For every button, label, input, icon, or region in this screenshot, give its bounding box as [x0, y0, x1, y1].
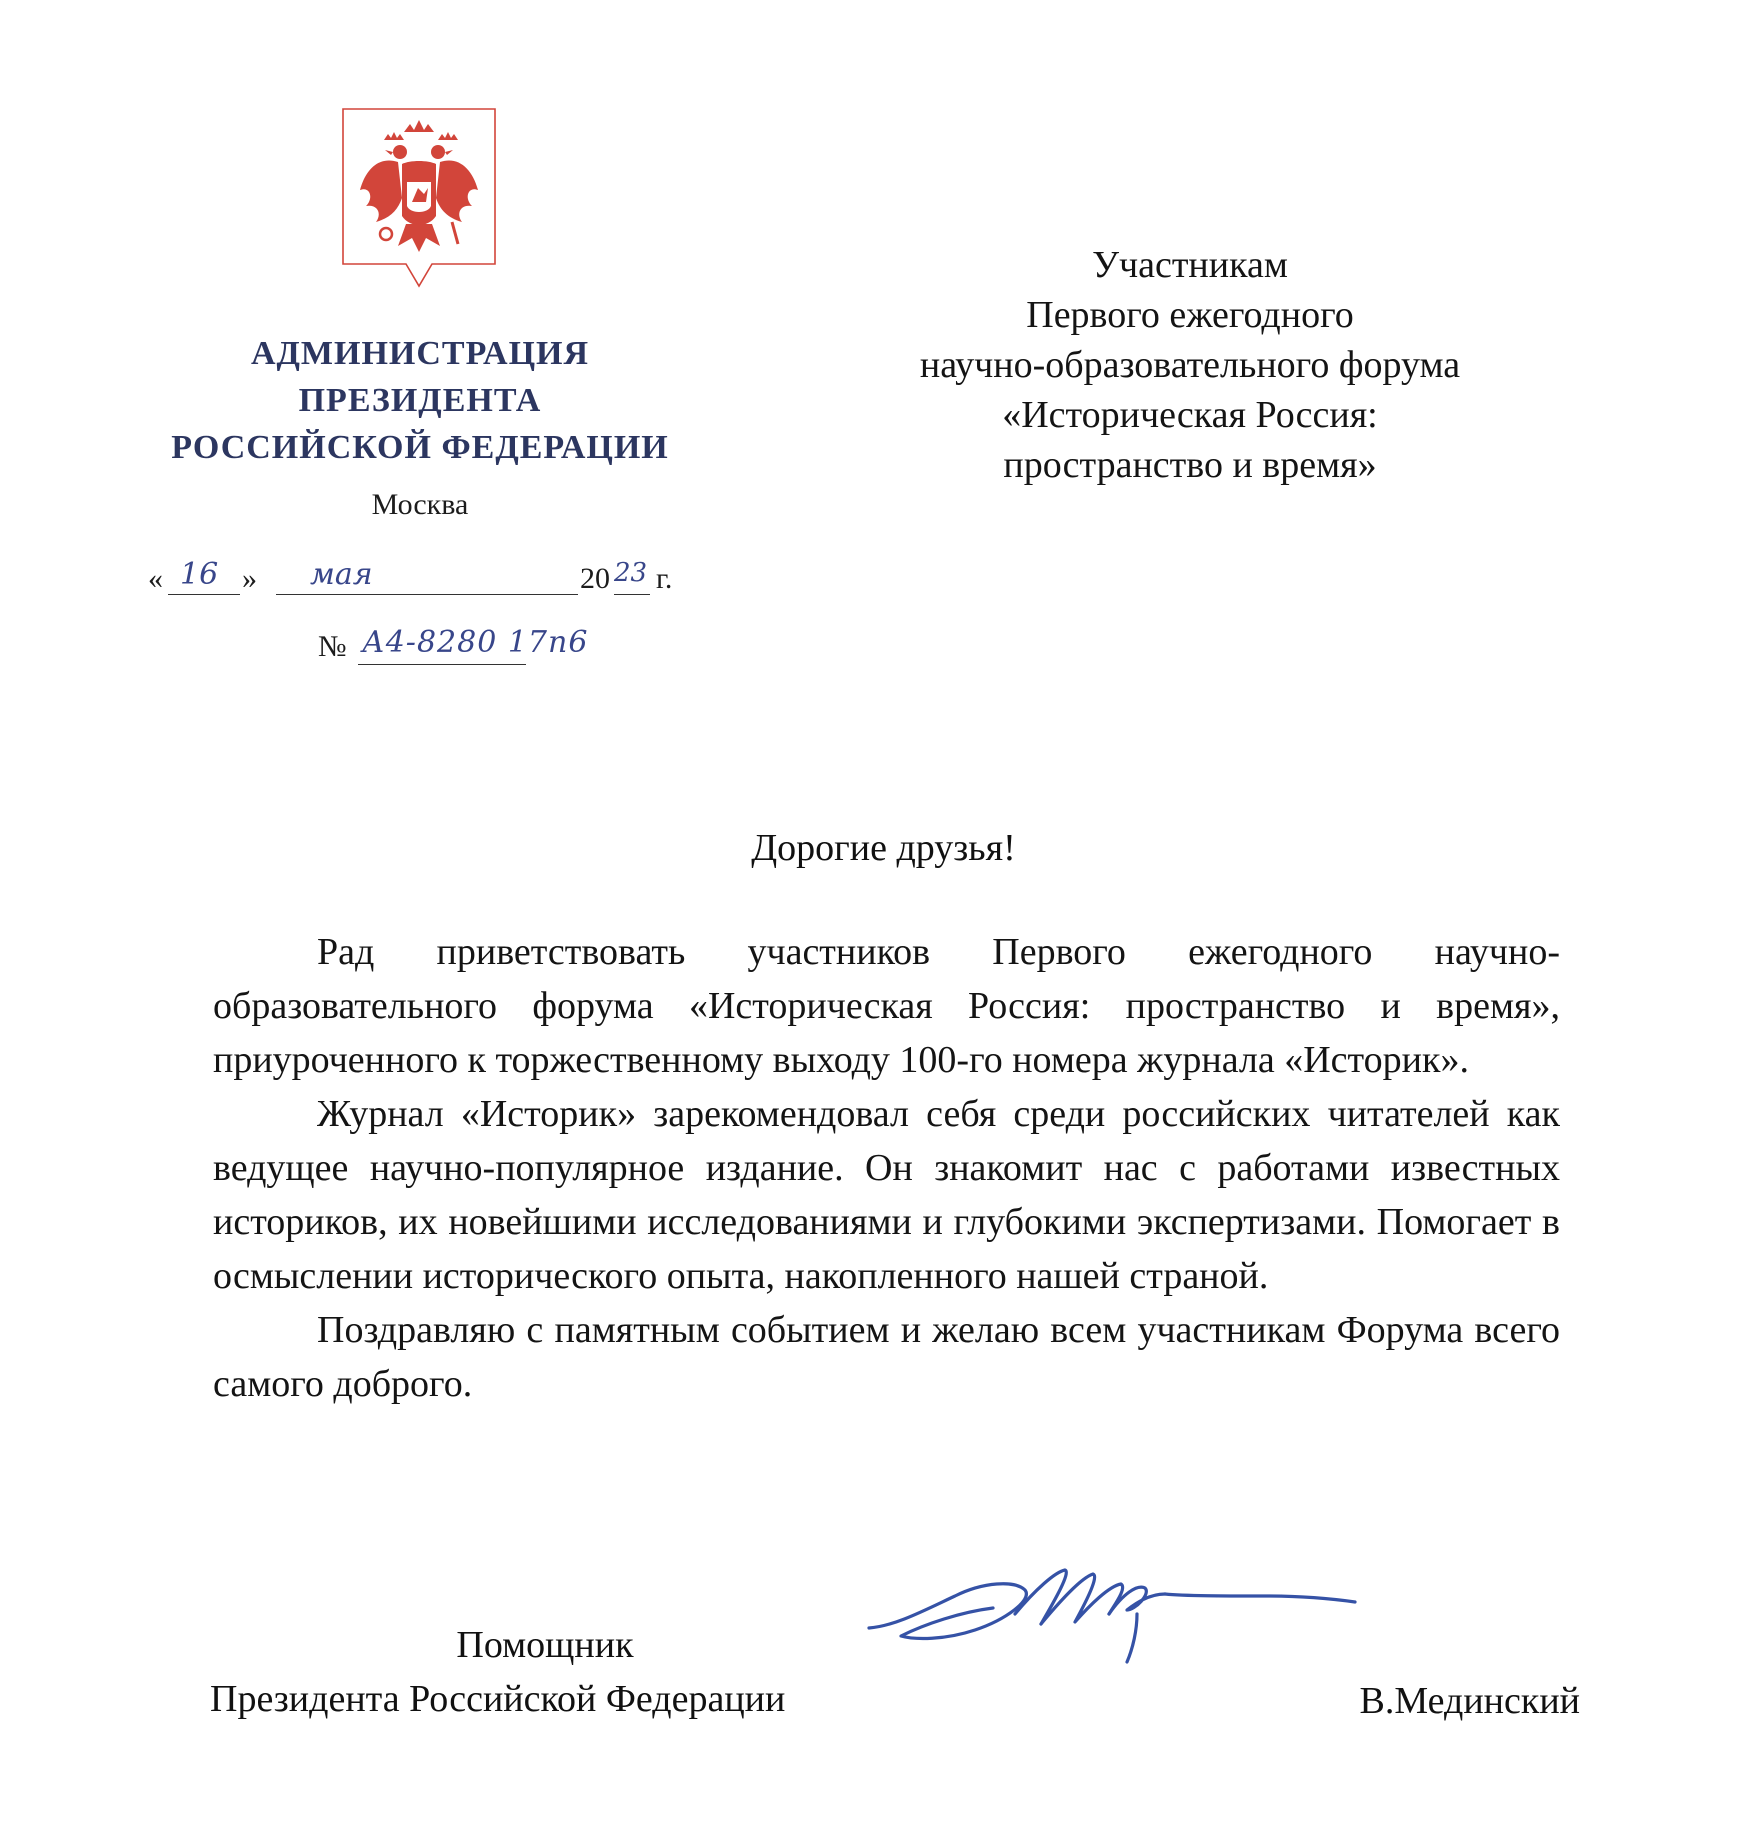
addressee-line2: Первого ежегодного: [1026, 294, 1354, 336]
city: Москва: [371, 488, 469, 521]
addressee-line1: Участникам: [1092, 244, 1288, 286]
letter-body: [213, 925, 1560, 1411]
letterhead: [150, 330, 690, 525]
day-underline: [168, 594, 240, 595]
month-underline: [276, 594, 578, 595]
document-number: [318, 620, 648, 670]
date-day: 16: [180, 557, 219, 592]
body-paragraph: Поздравляю с памятным событием и желаю всем участникам Форума всего самого доброго.: [213, 1309, 1560, 1405]
org-name-line2: ПРЕЗИДЕНТА: [298, 382, 542, 419]
addressee-line3: научно-образовательного форума: [919, 344, 1461, 386]
body-paragraph: Журнал «Историк» зарекомендовал себя среди российских читателей как ведущее научно-популярное издание. Он знакомит нас с работами известных историков, их новейшими исследованиями и глубокими экспертизами. Помогает в осмыслении исторического опыта, накопленного нашей страной.: [213, 1093, 1560, 1297]
document-date: [148, 552, 700, 602]
date-close-quote: »: [242, 562, 257, 595]
date-month: мая: [310, 557, 373, 592]
date-year-unit: г.: [656, 562, 673, 595]
signatory-title-line1: Помощник: [456, 1624, 634, 1666]
addressee-line5: пространство и время»: [1003, 444, 1377, 486]
addressee-line4: «Историческая Россия:: [1002, 394, 1378, 436]
coat-of-arms-emblem-icon: [340, 106, 498, 296]
org-name-line3: РОССИЙСКОЙ ФЕДЕРАЦИИ: [171, 429, 669, 466]
reference-number: А4-8280 17п6: [362, 625, 589, 660]
signatory-title-line2: Президента Российской Федерации: [210, 1678, 786, 1720]
number-sign: №: [318, 630, 347, 663]
signatory-name: В.Мединский: [1359, 1680, 1580, 1722]
body-paragraph: Рад приветствовать участников Первого ежегодного научно-образовательного форума «Историческая Россия: пространство и время», приуроченного к торжественному выходу 100-го номера журнала «Историк».: [213, 931, 1560, 1081]
date-year-prefix: 20: [580, 562, 610, 595]
signatory-title: [210, 1618, 880, 1726]
date-year-suffix: 23: [614, 558, 648, 588]
date-open-quote: «: [148, 562, 163, 595]
greeting: Дорогие друзья!: [751, 827, 1016, 869]
number-underline: [358, 664, 526, 665]
org-name-line1: АДМИНИСТРАЦИЯ: [250, 335, 590, 372]
handwritten-signature: [865, 1550, 1365, 1690]
addressee: [840, 240, 1540, 490]
year-underline: [614, 594, 650, 595]
